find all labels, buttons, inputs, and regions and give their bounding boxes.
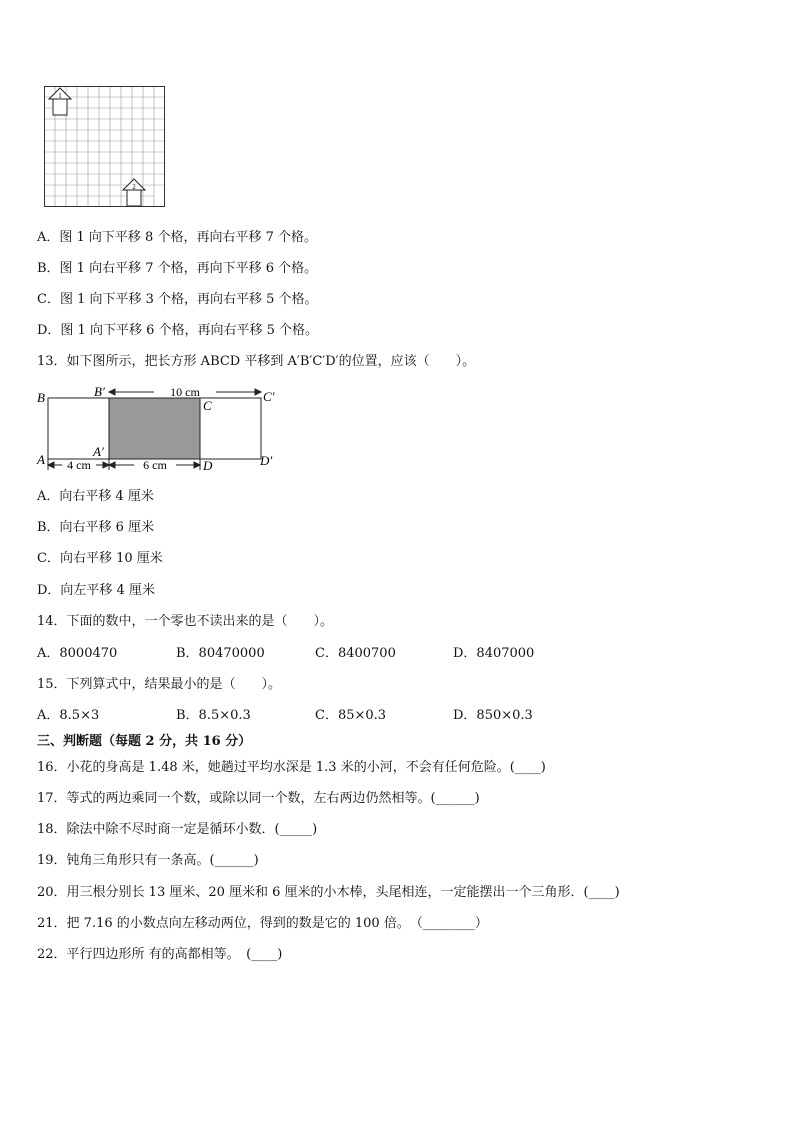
question-16: 16．小花的身高是 1.48 米，她趟过平均水深是 1.3 米的小河，不会有任何危险。(____) xyxy=(37,760,546,775)
rectangle-translation-figure xyxy=(34,384,284,476)
vertex-b: B xyxy=(37,390,45,405)
dim-label-left: 4 cm xyxy=(67,458,91,472)
vertex-c-prime: C′ xyxy=(263,389,275,404)
grid-figure xyxy=(44,86,166,208)
vertex-a: A xyxy=(37,452,45,467)
house-1-label: 1 xyxy=(58,92,62,100)
q14-stem: 14．下面的数中，一个零也不读出来的是（ ）。 xyxy=(37,614,334,629)
question-22: 22．平行四边形所 有的高都相等。 (____) xyxy=(37,947,283,962)
q12-option-c: C．图 1 向下平移 3 个格，再向右平移 5 个格。 xyxy=(37,292,318,307)
q13-option-d: D．向左平移 4 厘米 xyxy=(37,583,155,598)
q13-option-a: A．向右平移 4 厘米 xyxy=(37,489,154,504)
question-20: 20．用三根分别长 13 厘米、20 厘米和 6 厘米的小木棒，头尾相连，一定能摆出一个三角形．(____) xyxy=(37,885,620,900)
q15-option-a: A．8.5×3 xyxy=(37,708,100,723)
q14-option-c: C．8400700 xyxy=(315,646,396,661)
vertex-d: D xyxy=(203,458,213,473)
section-heading: 三、判断题（每题 2 分，共 16 分） xyxy=(37,734,252,749)
question-17: 17．等式的两边乘同一个数，或除以同一个数，左右两边仍然相等。(______) xyxy=(37,791,480,806)
question-19: 19．钝角三角形只有一条高。(______) xyxy=(37,853,259,868)
q14-option-a: A．8000470 xyxy=(37,646,118,661)
q15-option-b: B．8.5×0.3 xyxy=(176,708,251,723)
q15-option-d: D．850×0.3 xyxy=(453,708,533,723)
vertex-d-prime: D′ xyxy=(260,453,273,468)
dim-label-mid: 6 cm xyxy=(143,458,167,472)
q14-option-d: D．8407000 xyxy=(453,646,535,661)
q13-option-b: B．向右平移 6 厘米 xyxy=(37,520,155,535)
question-21: 21．把 7.16 的小数点向左移动两位，得到的数是它的 100 倍。 （________） xyxy=(37,916,488,931)
q12-option-d: D．图 1 向下平移 6 个格，再向右平移 5 个格。 xyxy=(37,323,319,338)
q12-option-b: B．图 1 向右平移 7 个格，再向下平移 6 个格。 xyxy=(37,261,318,276)
q13-option-c: C．向右平移 10 厘米 xyxy=(37,551,163,566)
q13-stem: 13．如下图所示，把长方形 ABCD 平移到 A′B′C′D′的位置，应该（ ）。 xyxy=(37,354,476,369)
question-18: 18．除法中除不尽时商一定是循环小数．(_____) xyxy=(37,822,318,837)
q12-option-a: A．图 1 向下平移 8 个格，再向右平移 7 个格。 xyxy=(37,230,317,245)
q15-option-c: C．85×0.3 xyxy=(315,708,387,723)
vertex-c: C xyxy=(203,398,212,413)
q14-option-b: B．80470000 xyxy=(176,646,265,661)
dim-label-top: 10 cm xyxy=(170,385,200,399)
shaded-rectangle xyxy=(109,398,200,459)
vertex-a-prime: A′ xyxy=(93,444,104,459)
q15-stem: 15．下列算式中，结果最小的是（ ）。 xyxy=(37,677,282,692)
house-2-label: 2 xyxy=(132,183,136,191)
vertex-b-prime: B′ xyxy=(94,384,105,399)
